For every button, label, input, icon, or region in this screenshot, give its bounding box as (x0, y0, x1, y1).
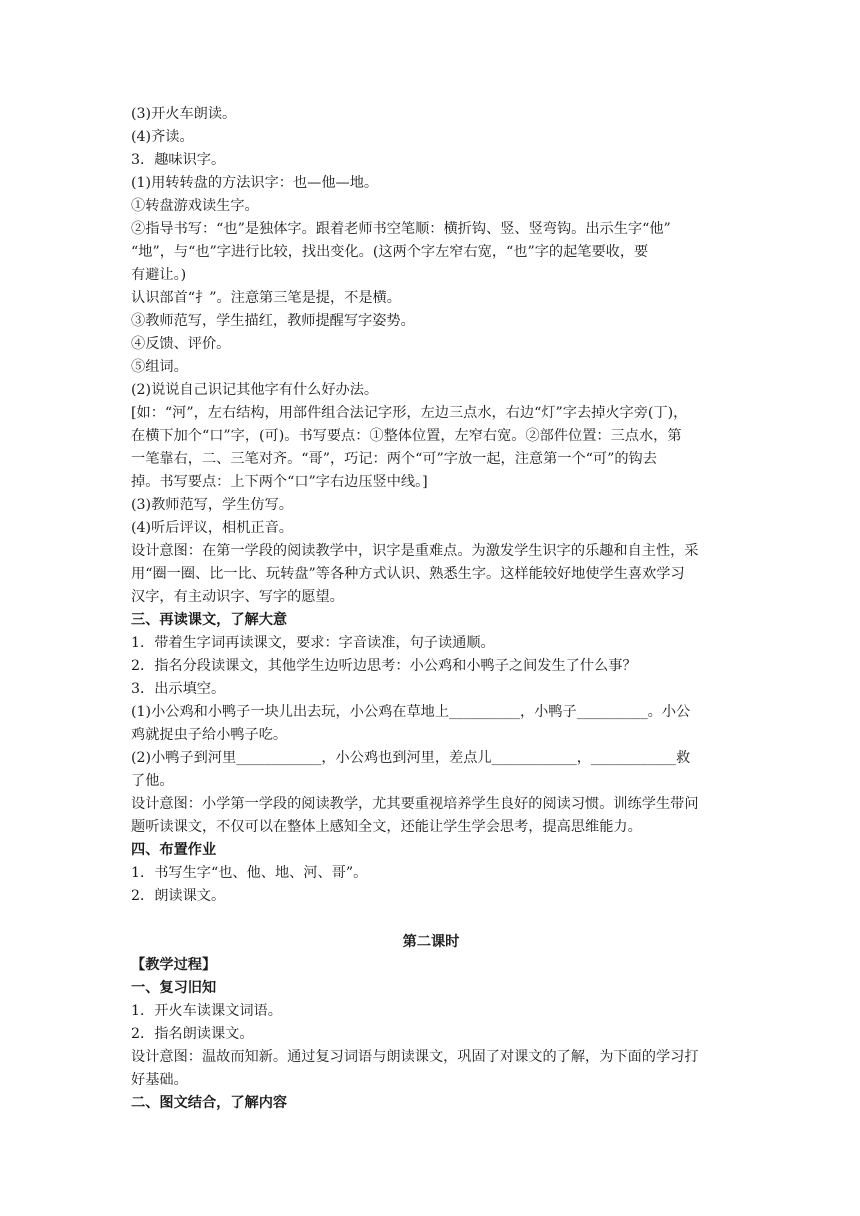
text-line: 1．开火车读课文词语。 (131, 1003, 282, 1019)
text-line: ①转盘游戏读生字。 (131, 198, 259, 214)
text-line: 设计意图：温故而知新。通过复习词语与朗读课文，巩固了对课文的了解，为下面的学习打 (131, 1049, 699, 1065)
text-line: ④反馈、评价。 (131, 336, 231, 352)
text-line: (1)小公鸡和小鸭子一块儿出去玩，小公鸡在草地上__________，小鸭子__________。小公 (131, 704, 691, 720)
process-title: 【教学过程】 (131, 957, 217, 973)
text-line: ③教师范写，学生描红，教师提醒写字姿势。 (131, 313, 415, 329)
text-line: 2．指名朗读课文。 (131, 1026, 254, 1042)
text-line: 1．带着生字词再读课文，要求：字音读准，句子读通顺。 (131, 635, 495, 651)
text-line: 认识部首“扌”。注意第三笔是提，不是横。 (131, 290, 401, 306)
section-heading-4: 四、布置作业 (131, 842, 217, 858)
text-line: 设计意图：小学第一学段的阅读教学，尤其要重视培养学生良好的阅读习惯。训练学生带问 (131, 796, 699, 812)
text-line: ②指导书写：“也”是独体字。跟着老师书空笔顺：横折钩、竖、竖弯钩。出示生字“他” (131, 221, 671, 237)
text-line: 3．趣味识字。 (131, 152, 226, 168)
lesson-title: 第二课时 (402, 934, 460, 950)
text-line: 题听读课文，不仅可以在整体上感知全文，还能让学生学会思考，提高思维能力。 (131, 819, 642, 835)
text-line: 掉。书写要点：上下两个“口”字右边压竖中线。] (131, 474, 428, 490)
text-line: 好基础。 (131, 1072, 188, 1088)
spacer (131, 908, 731, 931)
text-line: 设计意图：在第一学段的阅读教学中，识字是重难点。为激发学生识字的乐趣和自主性，采 (131, 543, 699, 559)
text-line: (4)齐读。 (131, 129, 194, 145)
text-line: ⑤组词。 (131, 359, 188, 375)
text-line: (2)说说自己识记其他字有什么好办法。 (131, 382, 379, 398)
text-line: 2．朗读课文。 (131, 888, 226, 904)
text-line: 1．书写生字“也、他、地、河、哥”。 (131, 865, 368, 881)
text-line: 3．出示填空。 (131, 681, 226, 697)
text-line: (3)教师范写，学生仿写。 (131, 497, 293, 513)
text-line: 鸡就捉虫子给小鸭子吃。 (131, 727, 288, 743)
text-line: 用“圈一圈、比一比、玩转盘”等各种方式认识、熟悉生字。这样能较好地使学生喜欢学习 (131, 566, 685, 582)
text-line: (4)听后评议，相机正音。 (131, 520, 293, 536)
text-line: 有避让。) (131, 267, 187, 283)
text-line: 2．指名分段读课文，其他学生边听边思考：小公鸡和小鸭子之间发生了什么事？ (131, 658, 637, 674)
section-heading-3: 三、再读课文，了解大意 (131, 612, 288, 628)
text-line: (1)用转转盘的方法识字：也—他—地。 (131, 175, 379, 191)
section-heading-1: 一、复习旧知 (131, 980, 217, 996)
section-heading-2: 二、图文结合，了解内容 (131, 1095, 288, 1111)
text-line: (2)小鸭子到河里____________，小公鸡也到河里，差点儿____________，____________救 (131, 750, 691, 766)
text-line: 一笔靠右，二、三笔对齐。“哥”，巧记：两个“可”字放一起，注意第一个“可”的钩去 (131, 451, 657, 467)
text-line: 汉字，有主动识字、写字的愿望。 (131, 589, 344, 605)
text-line: 在横下加个“口”字，(可)。书写要点：①整体位置，左窄右宽。②部件位置：三点水，第 (131, 428, 682, 444)
document-page (131, 103, 731, 1115)
text-line: 了他。 (131, 773, 174, 789)
text-line: “地”，与“也”字进行比较，找出变化。(这两个字左窄右宽，“也”字的起笔要收，要 (131, 244, 649, 260)
text-line: (3)开火车朗读。 (131, 106, 237, 122)
text-line: [如：“河”，左右结构，用部件组合法记字形，左边三点水，右边“灯”字去掉火字旁(丁)， (131, 405, 688, 421)
